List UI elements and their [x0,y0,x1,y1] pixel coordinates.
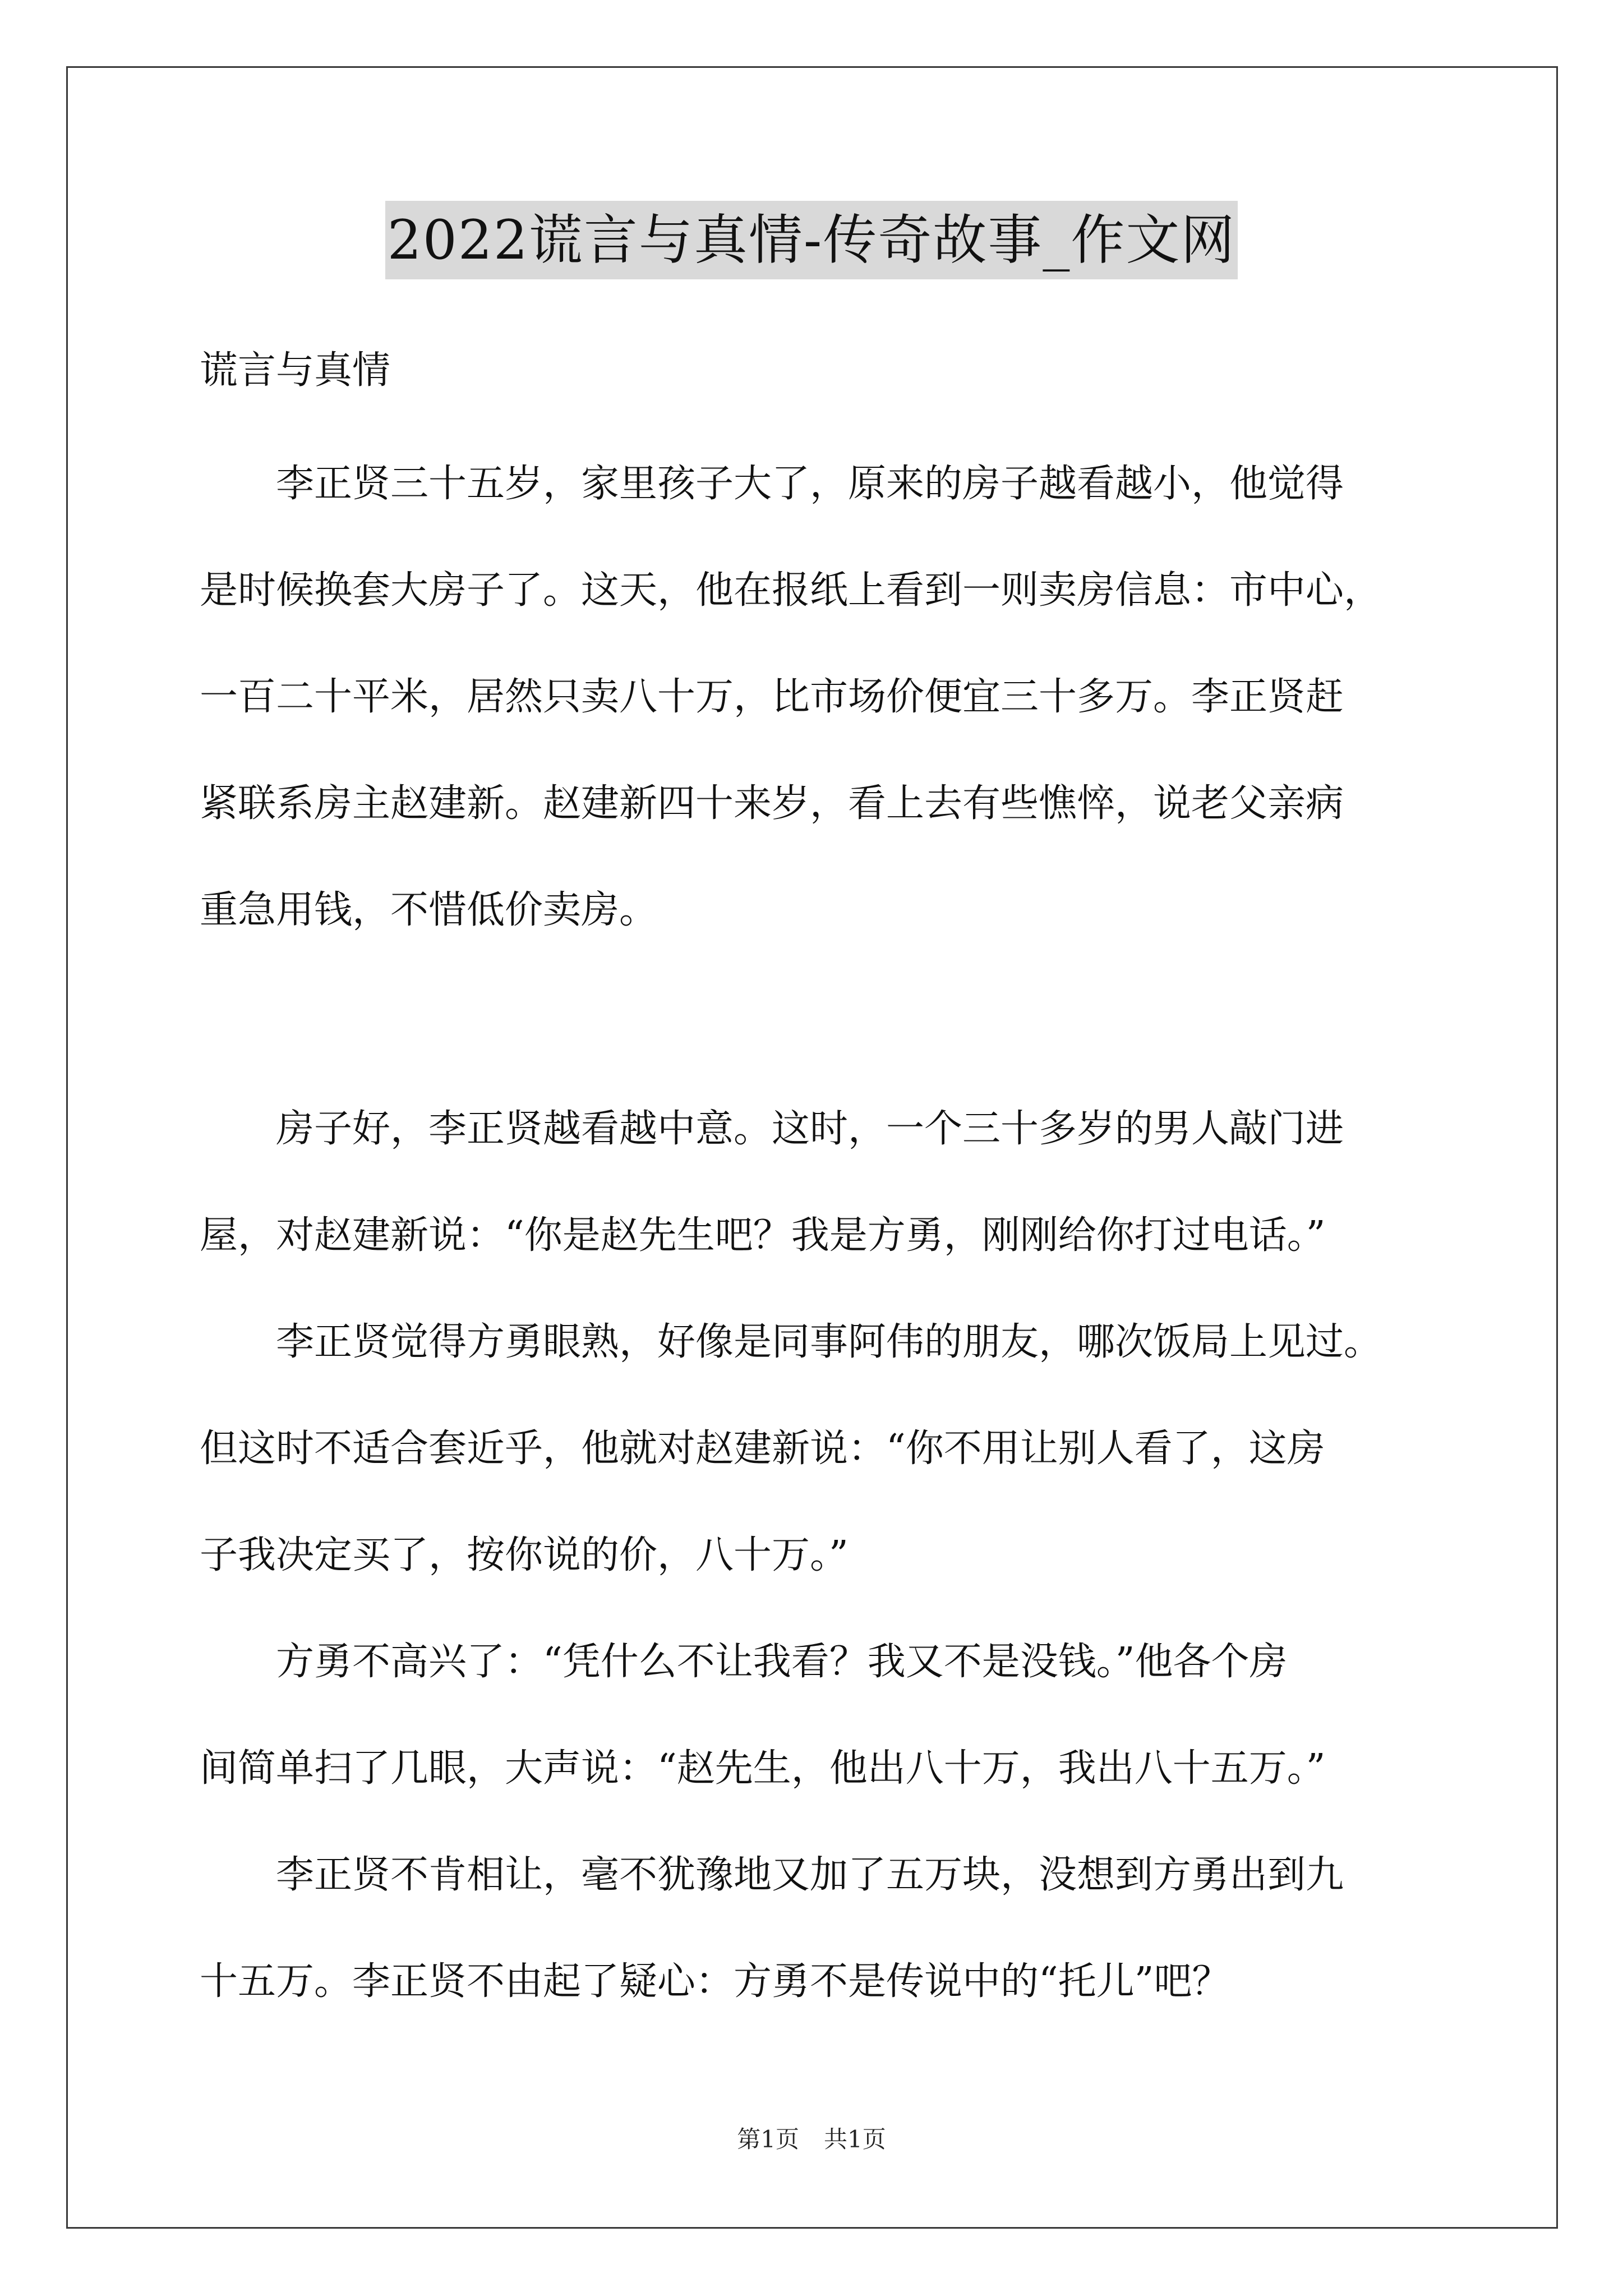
paragraph-line: 房子好，李正贤越看越中意。这时，一个三十多岁的男人敲门进 [276,1107,1344,1151]
paragraph-line: 方勇不高兴了：“凭什么不让我看？我又不是没钱。”他各个房 [276,1640,1288,1684]
paragraph-line: 屋，对赵建新说：“你是赵先生吧？我是方勇，刚刚给你打过电话。” [200,1213,1326,1258]
paragraph-line: 但这时不适合套近乎，他就对赵建新说：“你不用让别人看了，这房 [200,1427,1325,1471]
paragraph-line: 十五万。李正贤不由起了疑心：方勇不是传说中的“托儿”吧？ [200,1959,1230,2004]
paragraph-line: 一百二十平米，居然只卖八十万，比市场价便宜三十多万。李正贤赶 [200,675,1344,719]
page-total: 共1页 [824,2125,886,2153]
paragraph-line: 重急用钱，不惜低价卖房。 [200,888,658,932]
title-area [0,201,1623,279]
page-footer [0,2123,1623,2156]
paragraph-line: 紧联系房主赵建新。赵建新四十来岁，看上去有些憔悴，说老父亲病 [200,781,1344,826]
paragraph-line: 李正贤觉得方勇眼熟，好像是同事阿伟的朋友，哪次饭局上见过。 [276,1320,1382,1364]
document-title: 2022谎言与真情-传奇故事_作文网 [385,201,1238,279]
paragraph-line: 子我决定买了，按你说的价，八十万。” [200,1533,849,1577]
paragraph-line: 间简单扫了几眼，大声说：“赵先生，他出八十万，我出八十五万。” [200,1746,1326,1791]
paragraph-line: 李正贤三十五岁，家里孩子大了，原来的房子越看越小，他觉得 [276,462,1344,506]
paragraph-line: 是时候换套大房子了。这天，他在报纸上看到一则卖房信息：市中心， [200,568,1382,613]
paragraph-line: 李正贤不肯相让，毫不犹豫地又加了五万块，没想到方勇出到九 [276,1853,1344,1897]
page-number: 第1页 [737,2125,799,2153]
section-heading: 谎言与真情 [200,348,391,393]
